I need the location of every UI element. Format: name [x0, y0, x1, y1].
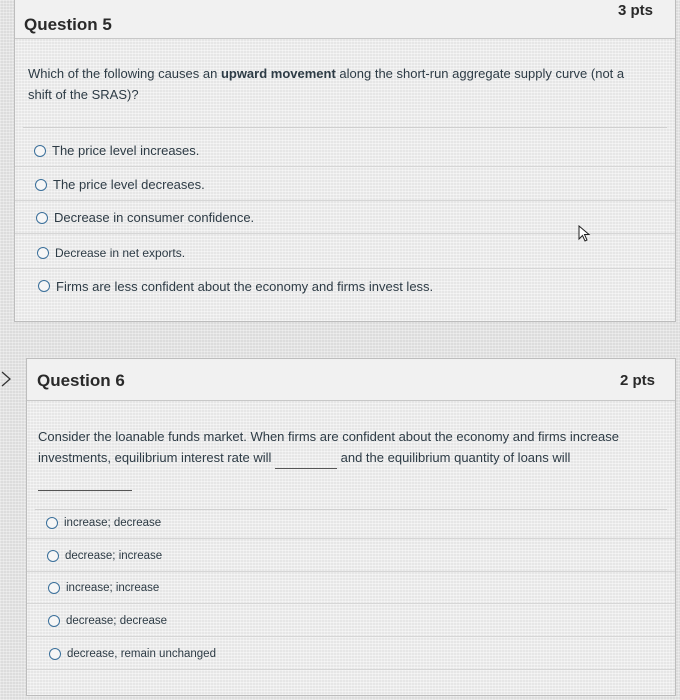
answer-option[interactable] — [27, 540, 675, 572]
answer-label: Decrease in net exports. — [55, 245, 186, 260]
answer-option[interactable] — [15, 202, 675, 234]
answer-option[interactable] — [15, 169, 675, 201]
question-title: Question 6 — [37, 371, 125, 390]
radio-button[interactable] — [35, 179, 47, 191]
question-points: 3 pts — [617, 2, 653, 19]
question-text — [28, 63, 638, 105]
fill-in-blank — [275, 447, 337, 469]
answer-option[interactable] — [27, 572, 675, 604]
answer-label: increase; decrease — [64, 516, 162, 529]
radio-button[interactable] — [48, 615, 60, 627]
answer-option[interactable] — [27, 507, 675, 539]
answer-option[interactable] — [15, 237, 675, 269]
question-text-part: Which of the following causes an — [28, 66, 221, 81]
question-text-emphasis: upward movement — [220, 66, 336, 81]
question-header — [15, 0, 675, 39]
question-text-part: Consider the loanable funds market. When firms are confident about the economy and firms increase investments, equilibrium interest rate will — [38, 429, 619, 465]
answer-option[interactable] — [15, 270, 675, 302]
question-text — [38, 426, 658, 491]
answer-option[interactable] — [15, 135, 675, 167]
radio-button[interactable] — [36, 212, 48, 224]
radio-button[interactable] — [46, 517, 58, 529]
question-header — [27, 359, 675, 401]
answer-label: Decrease in consumer confidence. — [54, 210, 255, 225]
radio-button[interactable] — [47, 550, 59, 562]
answer-label: The price level increases. — [52, 143, 200, 158]
fill-in-blank — [38, 469, 132, 491]
radio-button[interactable] — [48, 582, 60, 594]
question-title: Question 5 — [24, 15, 112, 34]
answer-option[interactable] — [27, 605, 675, 637]
question-card — [14, 0, 676, 322]
radio-button[interactable] — [49, 648, 61, 660]
question-text-part: and the equilibrium quantity of loans will — [340, 450, 571, 465]
answer-label: Firms are less confident about the economy and firms invest less. — [56, 278, 434, 294]
radio-button[interactable] — [37, 247, 49, 259]
answer-label: The price level decreases. — [53, 177, 205, 192]
answer-option[interactable] — [27, 638, 675, 670]
divider — [23, 127, 667, 128]
radio-button[interactable] — [38, 280, 50, 292]
answer-label: decrease, remain unchanged — [67, 647, 216, 660]
question-points: 2 pts — [619, 372, 655, 389]
question-text-part: along the short-run aggregate supply curve (not a shift of the SRAS)? — [28, 66, 625, 102]
answer-label: increase; increase — [66, 581, 160, 594]
chevron-right-icon — [0, 370, 14, 388]
answer-label: decrease; increase — [65, 549, 163, 562]
mouse-pointer-icon — [578, 225, 592, 243]
answer-label: decrease; decrease — [66, 614, 168, 627]
question-card — [26, 358, 676, 696]
radio-button[interactable] — [34, 145, 46, 157]
